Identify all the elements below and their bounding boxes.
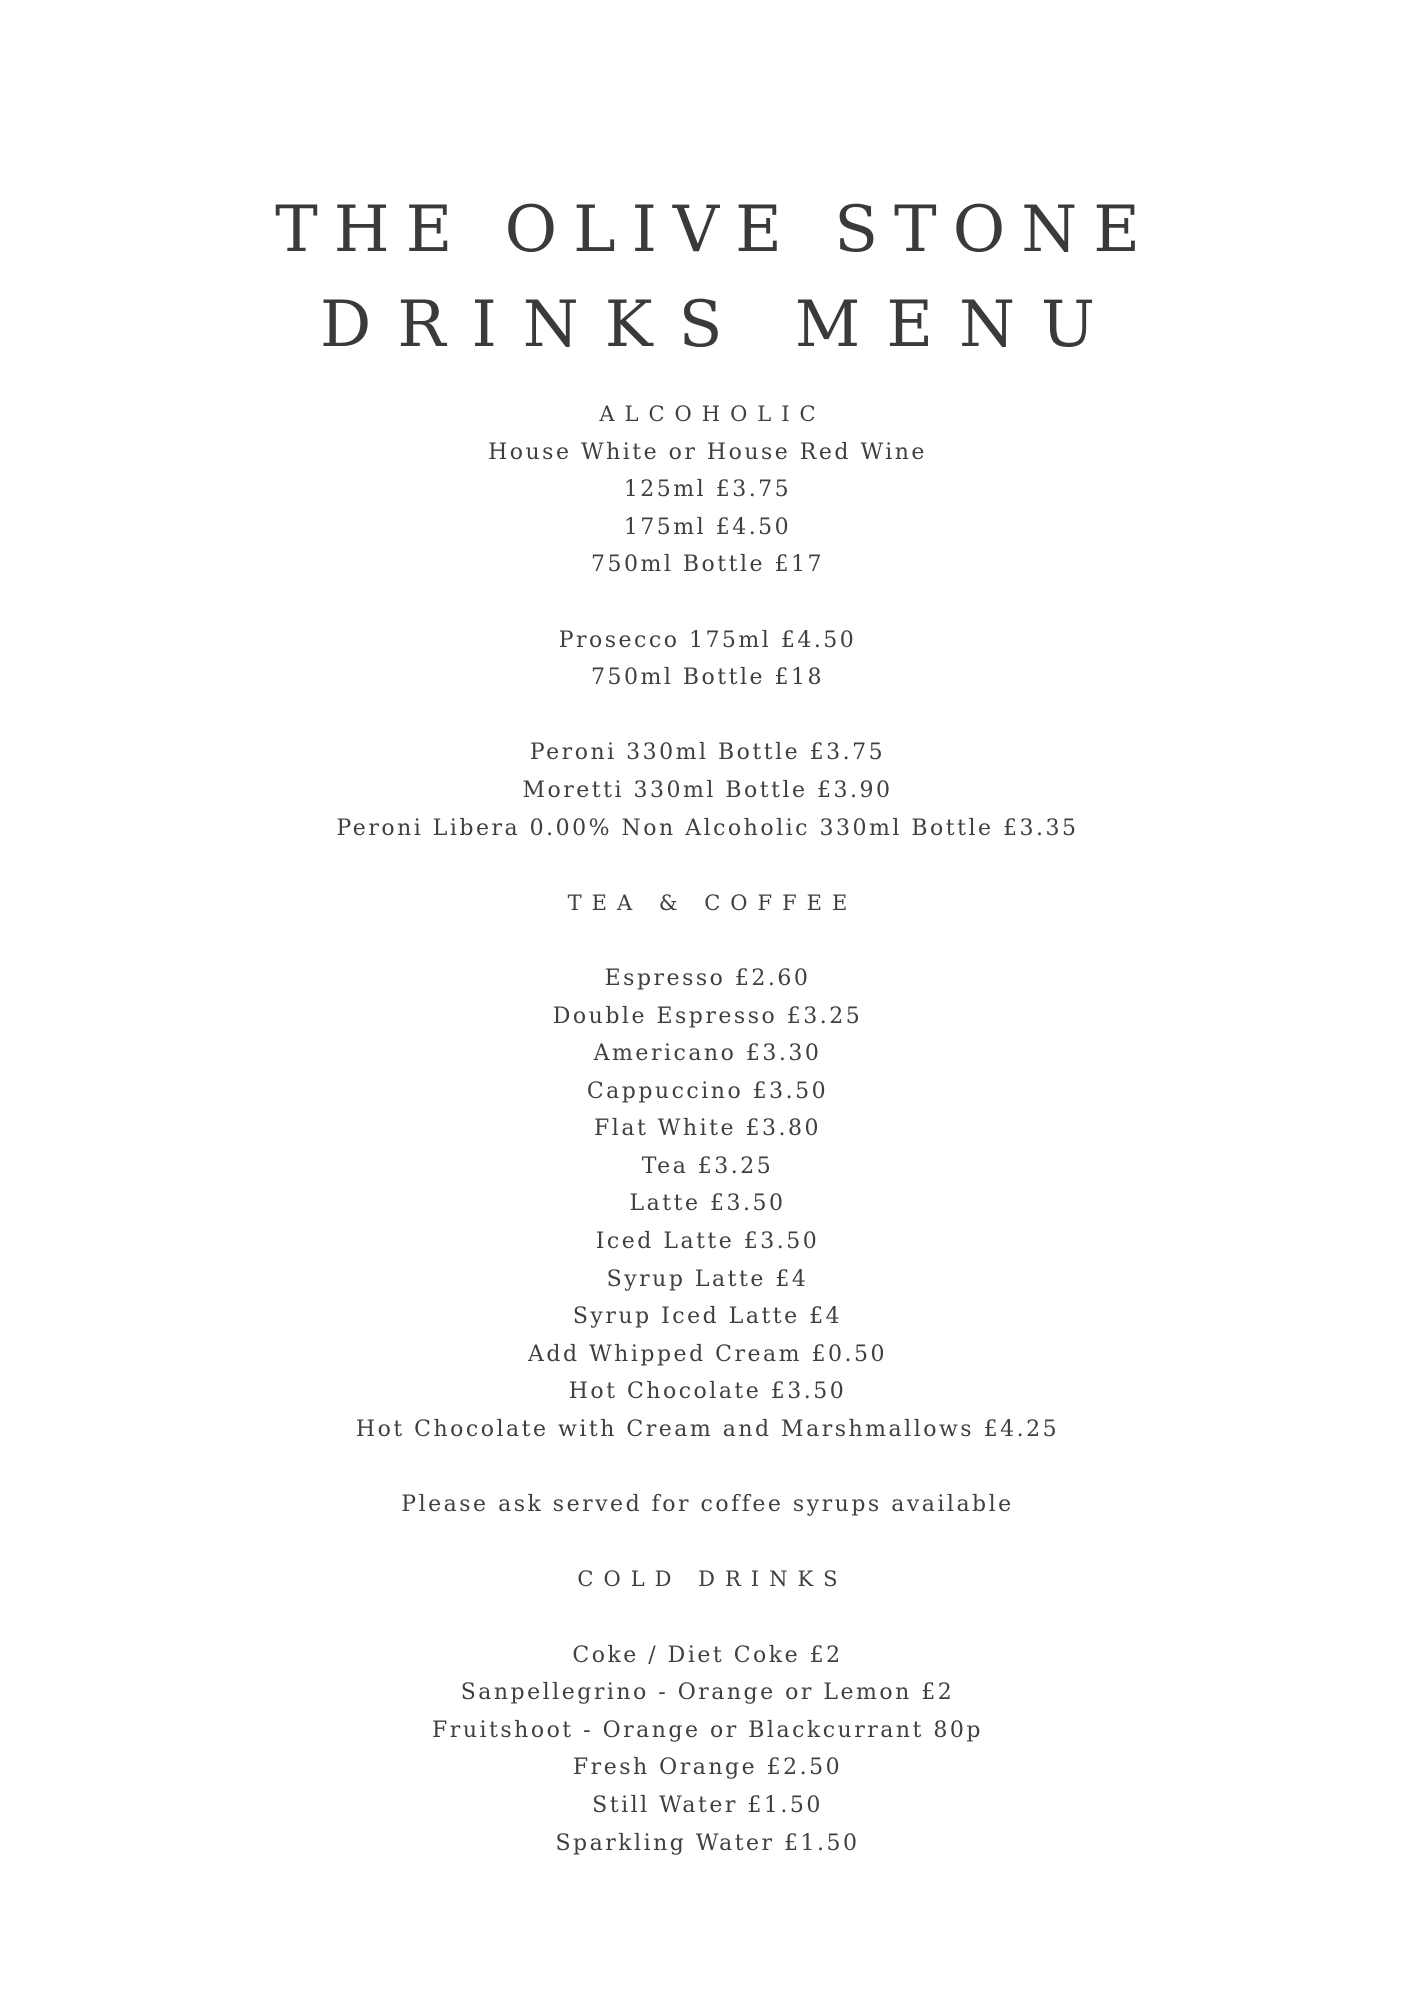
menu-item: Fresh Orange £2.50 — [572, 1755, 843, 1781]
menu-item: Hot Chocolate £3.50 — [568, 1379, 847, 1405]
menu-item: 750ml Bottle £17 — [590, 552, 824, 578]
menu-item: 175ml £4.50 — [623, 514, 792, 540]
menu-item: Latte £3.50 — [629, 1191, 786, 1217]
spacer — [0, 584, 1415, 622]
section-heading-alcoholic: ALCOHOLIC — [599, 402, 826, 426]
menu-item: Peroni 330ml Bottle £3.75 — [529, 740, 886, 766]
spacer — [0, 1524, 1415, 1562]
spacer — [0, 922, 1415, 960]
menu-item: Prosecco 175ml £4.50 — [558, 627, 857, 653]
section-heading-tea-coffee: TEA & COFFEE — [567, 890, 858, 915]
menu-item: Cappuccino £3.50 — [586, 1078, 829, 1104]
menu-content — [0, 396, 1415, 1862]
spacer — [0, 1599, 1415, 1637]
menu-item: 750ml Bottle £18 — [590, 665, 824, 691]
menu-item: Moretti 330ml Bottle £3.90 — [522, 777, 893, 803]
menu-item: Syrup Latte £4 — [606, 1266, 809, 1292]
spacer — [0, 1449, 1415, 1487]
menu-item: Iced Latte £3.50 — [595, 1229, 820, 1255]
spacer — [0, 697, 1415, 735]
menu-item: Add Whipped Cream £0.50 — [528, 1341, 887, 1367]
menu-title: DRINKS MENU — [320, 288, 1121, 362]
spacer — [0, 847, 1415, 885]
menu-item: Sanpellegrino - Orange or Lemon £2 — [460, 1680, 955, 1706]
menu-item: Americano £3.30 — [593, 1041, 822, 1067]
menu-item: Tea £3.25 — [641, 1153, 774, 1179]
menu-item: Syrup Iced Latte £4 — [572, 1304, 843, 1330]
menu-item: Flat White £3.80 — [594, 1116, 821, 1142]
menu-item: 125ml £3.75 — [623, 477, 792, 503]
restaurant-name: THE OLIVE STONE — [275, 193, 1156, 267]
menu-item: Peroni Libera 0.00% Non Alcoholic 330ml Bottle £3.35 — [336, 815, 1079, 841]
menu-item: Double Espresso £3.25 — [552, 1003, 863, 1029]
menu-item: Espresso £2.60 — [604, 965, 811, 991]
menu-item: Fruitshoot - Orange or Blackcurrant 80p — [432, 1717, 983, 1743]
menu-item: Still Water £1.50 — [592, 1792, 823, 1818]
menu-item: House White or House Red Wine — [488, 439, 927, 465]
menu-item: Hot Chocolate with Cream and Marshmallows £4.25 — [355, 1417, 1060, 1443]
section-heading-cold-drinks: COLD DRINKS — [577, 1567, 848, 1592]
menu-item: Sparkling Water £1.50 — [555, 1830, 860, 1856]
menu-note: Please ask served for coffee syrups available — [401, 1492, 1014, 1518]
menu-item: Coke / Diet Coke £2 — [572, 1642, 843, 1668]
